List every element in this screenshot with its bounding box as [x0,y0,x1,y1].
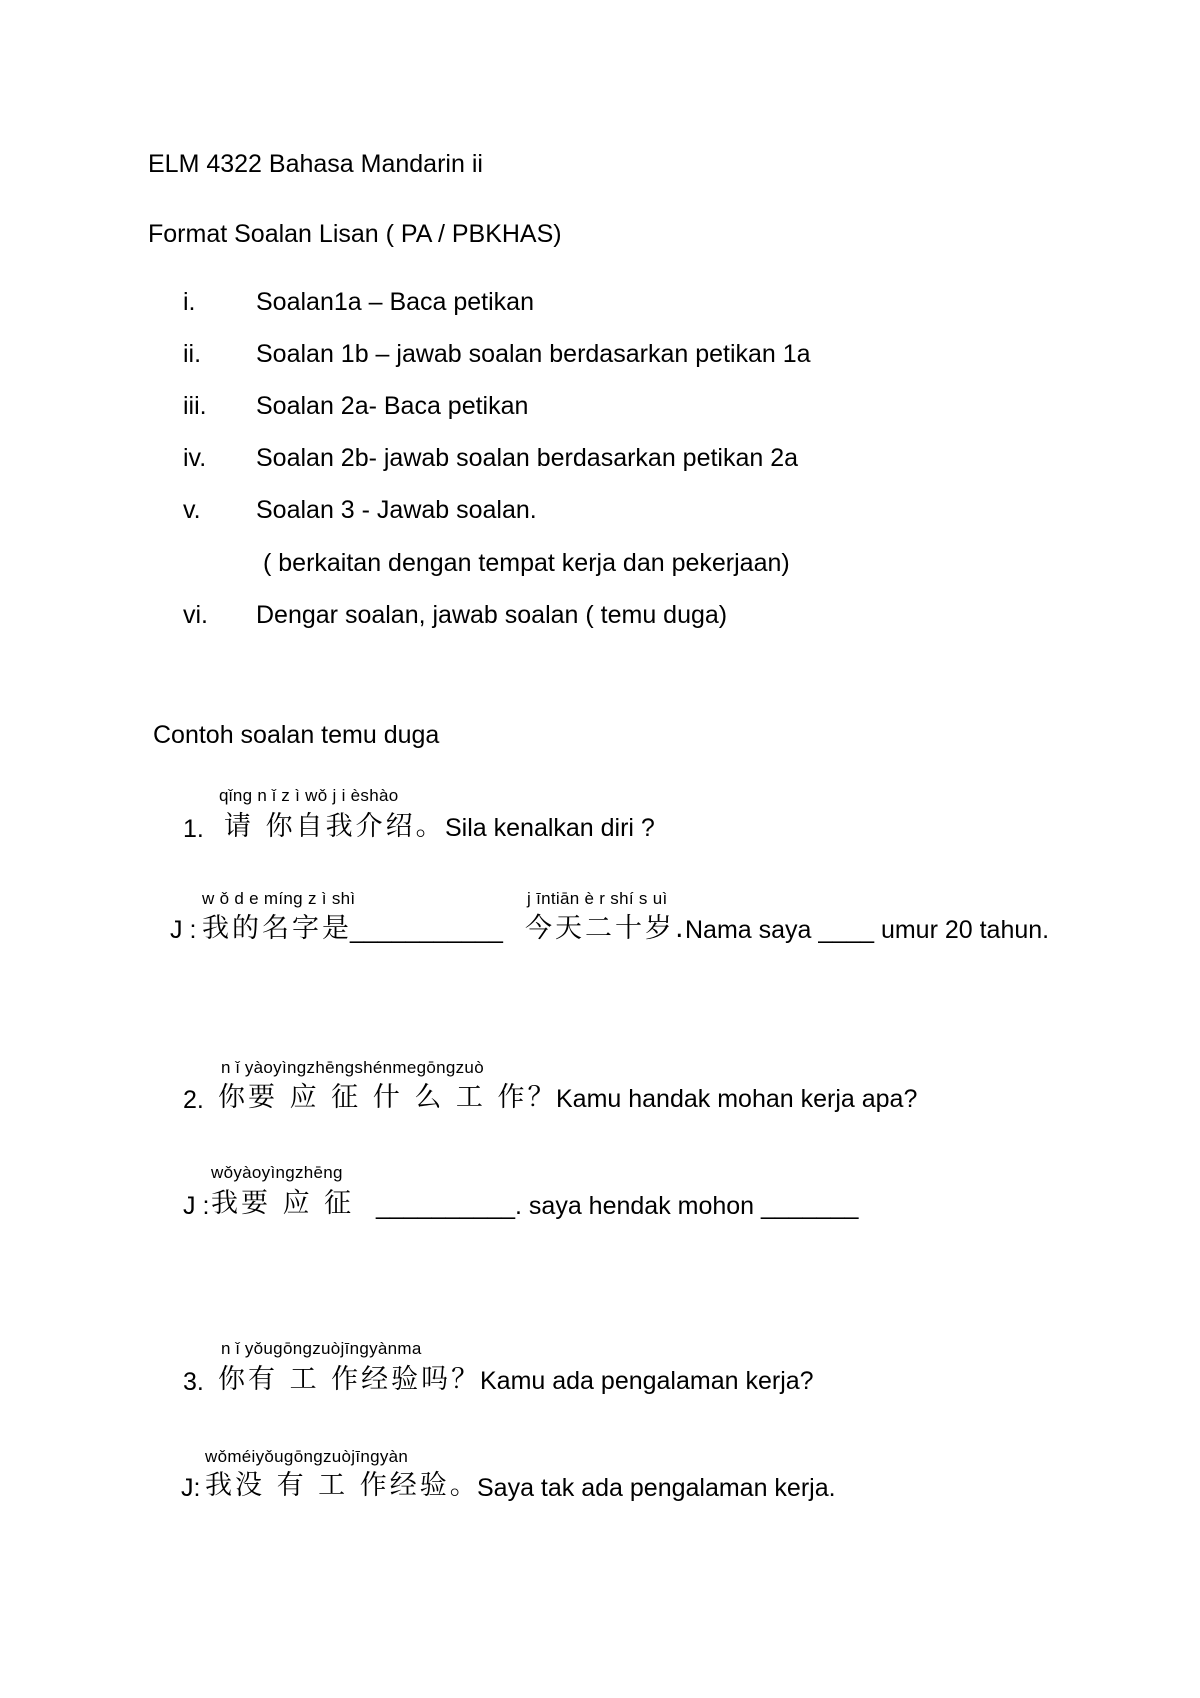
pinyin-line: n ǐ yàoyìngzhēngshénmegōngzuò [221,1058,484,1077]
list-item-number: ii. [183,340,202,368]
pinyin-line: wǒméiyǒugōngzuòjīngyàn [205,1447,409,1466]
pinyin-line: qǐng n ǐ z ì wǒ j i èshào [219,786,399,805]
answer-prefix: J : [170,916,197,944]
answer-prefix: J: [181,1474,201,1502]
list-item-text: Soalan 2b- jawab soalan berdasarkan petikan 2a [256,444,799,472]
malay-question: Sila kenalkan diri ? [445,814,655,842]
chinese-question: 你有 工 作经验吗？ [218,1364,482,1395]
list-item-text: Dengar soalan, jawab soalan ( temu duga) [256,601,728,629]
format-heading: Format Soalan Lisan ( PA / PBKHAS) [148,220,562,248]
list-item-number: v. [183,496,201,524]
question-number: 3. [183,1368,204,1396]
chinese-answer: 今天二十岁. [525,913,687,944]
list-item-note: ( berkaitan dengan tempat kerja dan pekerjaan) [263,549,790,577]
malay-question: Kamu handak mohan kerja apa? [556,1085,918,1113]
chinese-answer: 我没 有 工 作经验。 [205,1470,480,1501]
question-number: 1. [183,815,204,843]
answer-blank: ___________ [350,916,503,944]
pinyin-line: j īntiān è r shí s uì [527,889,668,908]
list-item-text: Soalan 3 - Jawab soalan. [256,496,537,524]
list-item-number: iv. [183,444,207,472]
examples-heading: Contoh soalan temu duga [153,721,440,749]
list-item-text: Soalan1a – Baca petikan [256,288,534,316]
list-item-number: iii. [183,392,207,420]
pinyin-line: w ǒ d e míng z ì shì [202,889,356,908]
chinese-question: 请 你自我介绍。 [224,811,446,842]
pinyin-line: wǒyàoyìngzhēng [211,1163,343,1182]
answer-prefix: J : [183,1192,210,1220]
chinese-answer: 我要 应 征 [211,1188,355,1219]
list-item-text: Soalan 2a- Baca petikan [256,392,529,420]
malay-answer: Nama saya ____ umur 20 tahun. [685,916,1050,944]
list-item-text: Soalan 1b – jawab soalan berdasarkan petikan 1a [256,340,811,368]
malay-answer: __________. saya hendak mohon _______ [376,1192,859,1220]
list-item-number: i. [183,288,196,316]
list-item-number: vi. [183,601,208,629]
pinyin-line: n ǐ yǒugōngzuòjīngyànma [221,1339,422,1358]
malay-question: Kamu ada pengalaman kerja? [480,1367,814,1395]
chinese-answer: 我的名字是 [202,913,352,944]
chinese-question: 你要 应 征 什 么 工 作？ [218,1082,558,1113]
document-title: ELM 4322 Bahasa Mandarin ii [148,150,483,178]
question-number: 2. [183,1086,204,1114]
malay-answer: Saya tak ada pengalaman kerja. [477,1474,836,1502]
